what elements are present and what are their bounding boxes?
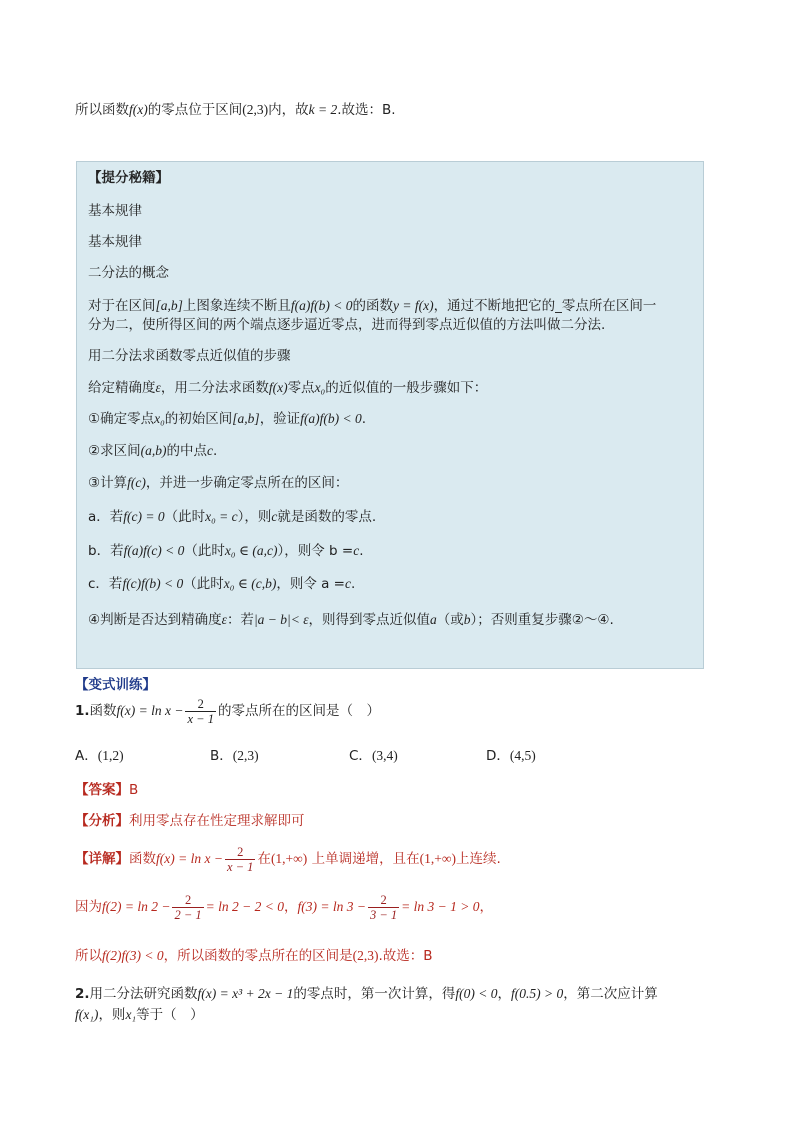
step-3: ③计算f(c)，并进一步确定零点所在的区间： [88,475,349,491]
step-2: ②求区间(a,b)的中点c. [88,443,218,459]
case-a: a．若f(c) = 0（此时x₀ = c），则c就是函数的零点. [88,509,377,525]
analysis-line: 【分析】利用零点存在性定理求解即可 [75,813,305,829]
tip-line-3: 二分法的概念 [88,265,169,281]
detail-tag: 【详解】 [75,851,129,867]
tip-line-2: 基本规律 [88,234,142,250]
step-1: ①确定零点x₀的初始区间[a,b]，验证f(a)f(b) < 0. [88,411,367,427]
definition-line-2: 分为二，使所得区间的两个端点逐步逼近零点，进而得到零点近似值的方法叫做二分法. [88,317,606,333]
case-c: c．若f(c)f(b) < 0（此时x₀ ∈ (c,b)，则令 a =c. [88,576,356,592]
option-a[interactable]: A．(1,2) [75,748,124,764]
question-2-line-2: f(x₁)，则x₁等于（ ） [75,1007,204,1023]
definition-line-1: 对于在区间[a,b]上图象连续不断且f(a)f(b) < 0的函数y = f(x)，通过不断地把它的_零点所在区间一 [88,298,657,314]
so-line: 所以f(2)f(3) < 0，所以函数的零点所在的区间是(2,3).故选：B [75,948,433,964]
steps-title: 用二分法求函数零点近似值的步骤 [88,348,291,364]
option-d[interactable]: D．(4,5) [486,748,536,764]
fraction: $\frac{2}{x - 1}$ [187,696,214,726]
because-line: 因为f(2) = ln 2 − $\frac{2}{2 - 1}$ = ln 2 − 2 < 0，f(3) = ln 3 − $\frac{2}{3 - 1}$ = ln 3 − 1 > 0， [75,892,493,922]
analysis-tag: 【分析】 [75,813,129,829]
answer-tag: 【答案】 [75,782,129,798]
option-b[interactable]: B．(2,3) [210,748,259,764]
option-c[interactable]: C．(3,4) [349,748,398,764]
variant-training-tag: 【变式训练】 [75,677,156,693]
function-fx: f(x) [129,102,148,117]
answer-line: 【答案】B [75,782,139,798]
given-line: 给定精确度ε，用二分法求函数f(x)零点x₀的近似值的一般步骤如下： [88,380,488,396]
question-2-line-1: 2.用二分法研究函数f(x) = x³ + 2x − 1的零点时，第一次计算，得f(0) < 0，f(0.5) > 0，第二次应计算 [75,986,658,1002]
question-1: 1.函数f(x) = ln x − $\frac{2}{x - 1}$ 的零点所在的区间是（ ） [75,696,380,726]
conclusion-line: 所以函数f(x)的零点位于区间(2,3)内，故k = 2.故选：B. [75,102,396,118]
case-b: b．若f(a)f(c) < 0（此时x₀ ∈ (a,c)），则令 b =c. [88,543,364,559]
step-4: ④判断是否达到精确度ε：若|a − b|< ε，则得到零点近似值a（或b）；否则重复步骤②～④. [88,612,614,628]
tip-box-header: 【提分秘籍】 [88,170,169,186]
detail-line: 【详解】函数f(x) = ln x − $\frac{2}{x - 1}$ 在(1,+∞) 上单调递增，且在(1,+∞)上连续. [75,844,501,874]
tip-line-1: 基本规律 [88,203,142,219]
